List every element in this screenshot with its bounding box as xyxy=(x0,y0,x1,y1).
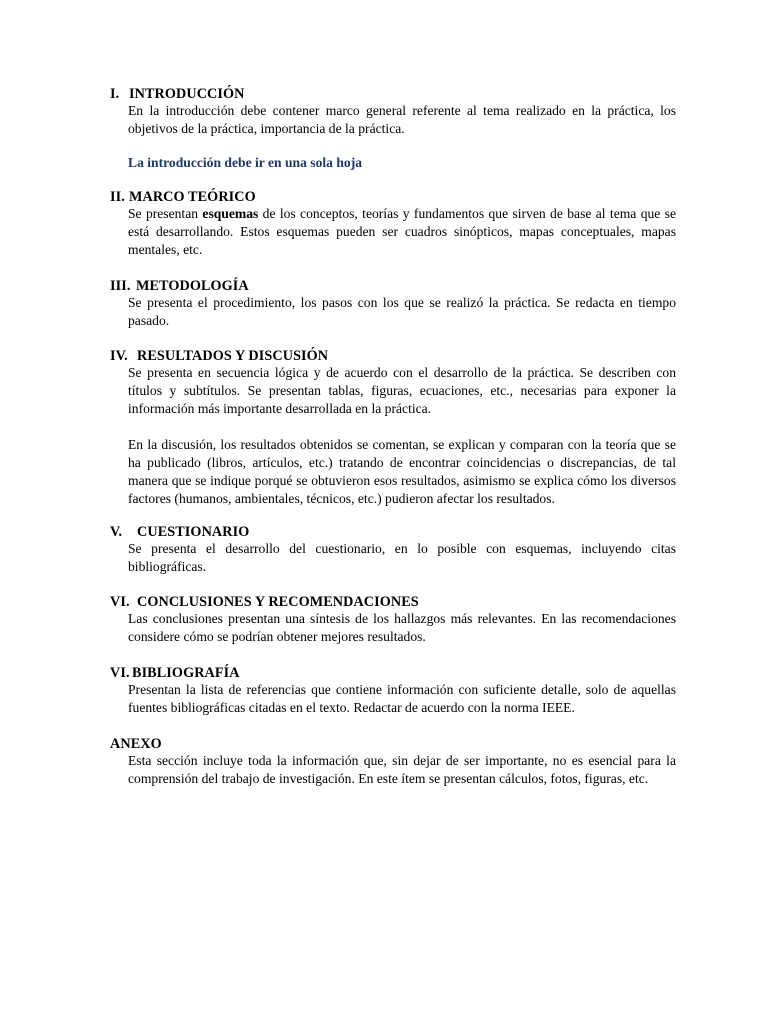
intro-note: La introducción debe ir en una sola hoja xyxy=(128,155,363,170)
section-paragraph: Esta sección incluye toda la información que, sin dejar de ser importante, no es esencial para la comprensión del trabajo de investigación. En este ítem se presentan cálculos, fotos, figuras, etc. xyxy=(128,753,676,786)
section-heading xyxy=(110,594,676,610)
section-paragraph: Se presenta el procedimiento, los pasos con los que se realizó la práctica. Se redacta en tiempo pasado. xyxy=(128,295,676,328)
section-body xyxy=(128,205,676,259)
section-paragraph: Se presenta en secuencia lógica y de acuerdo con el desarrollo de la práctica. Se describen con títulos y subtítulos. Se presentan tablas, figuras, ecuaciones, etc., necesarias para exponer la información más importante desarrollada en la práctica. xyxy=(128,365,676,416)
emphasis-esquemas: esquemas xyxy=(202,206,259,221)
section-title: MARCO TEÓRICO xyxy=(129,189,256,205)
section-paragraph: En la introducción debe contener marco general referente al tema realizado en la práctica, los objetivos de la práctica, importancia de la práctica. xyxy=(128,103,676,136)
section-conclusiones xyxy=(110,594,676,646)
section-marco-teorico xyxy=(110,189,676,259)
section-body xyxy=(128,752,676,788)
section-number: VI. xyxy=(110,665,130,681)
section-introduccion xyxy=(110,86,676,172)
section-number: I. xyxy=(110,86,120,102)
section-paragraph: Se presentan esquemas de los conceptos, teorías y fundamentos que sirven de base al tema que se está desarrollando. Estos esquemas pueden ser cuadros sinópticos, mapas conceptuales, mapas mentales, etc. xyxy=(128,206,676,257)
section-number: V. xyxy=(110,524,123,540)
section-body xyxy=(128,540,676,576)
section-title: INTRODUCCIÓN xyxy=(129,86,245,102)
section-metodologia xyxy=(110,278,676,330)
section-title: CONCLUSIONES Y RECOMENDACIONES xyxy=(137,594,419,610)
section-body xyxy=(128,610,676,646)
section-paragraph: Se presenta el desarrollo del cuestionario, en lo posible con esquemas, incluyendo citas bibliográficas. xyxy=(128,541,676,574)
section-title: BIBLIOGRAFÍA xyxy=(132,665,240,681)
section-number: III. xyxy=(110,278,131,294)
section-number: II. xyxy=(110,189,125,205)
section-paragraph: En la discusión, los resultados obtenidos se comentan, se explican y comparan con la teoría que se ha publicado (libros, artículos, etc.) tratando de encontrar coincidencias o discrepancias, de tal manera que se indique porqué se obtuvieron esos resultados, asimismo se explica cómo los diversos factores (humanos, ambientales, técnicos, etc.) pudieron afectar los resultados. xyxy=(128,437,676,506)
section-number: IV. xyxy=(110,348,128,364)
section-body xyxy=(128,364,676,508)
section-title: RESULTADOS Y DISCUSIÓN xyxy=(137,348,329,364)
section-body xyxy=(128,681,676,717)
section-heading xyxy=(110,348,676,364)
section-paragraph: Las conclusiones presentan una síntesis de los hallazgos más relevantes. En las recomendaciones considere cómo se podrían obtener mejores resultados. xyxy=(128,611,676,644)
section-paragraph: Presentan la lista de referencias que contiene información con suficiente detalle, solo de aquellas fuentes bibliográficas citadas en el texto. Redactar de acuerdo con la norma IEEE. xyxy=(128,682,676,715)
section-heading xyxy=(110,524,676,540)
section-body xyxy=(128,102,676,138)
section-anexo xyxy=(110,736,676,788)
section-heading xyxy=(110,86,676,102)
section-heading xyxy=(110,665,676,681)
section-resultados xyxy=(110,348,676,508)
section-bibliografia xyxy=(110,665,676,717)
section-cuestionario xyxy=(110,524,676,576)
section-body xyxy=(128,294,676,330)
section-title: CUESTIONARIO xyxy=(137,524,250,540)
section-number: VI. xyxy=(110,594,130,610)
section-heading xyxy=(110,189,676,205)
section-heading xyxy=(110,278,676,294)
section-title: METODOLOGÍA xyxy=(136,278,249,294)
section-heading xyxy=(110,736,676,752)
section-title: ANEXO xyxy=(110,736,162,752)
